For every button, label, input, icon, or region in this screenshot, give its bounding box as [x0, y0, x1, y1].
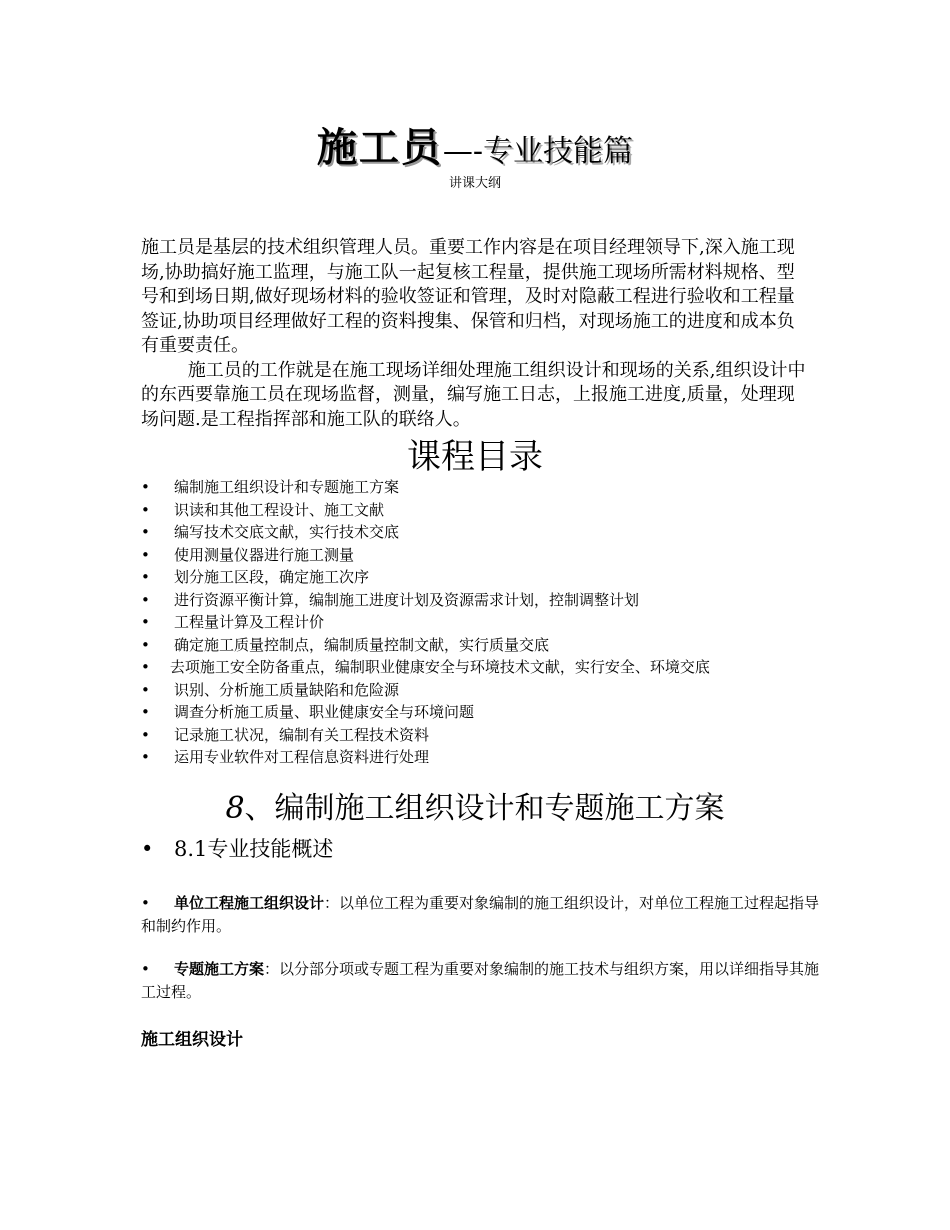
definition-text: ：以单位工程为重要对象编制的施工组织设计，对单位工程施工过程起指导和制约作用。	[141, 894, 820, 935]
toc-item: • 工程量计算及工程计价	[141, 611, 821, 634]
document-subtitle: 讲课大纲	[448, 176, 501, 191]
definition-special-plan	[141, 958, 821, 1003]
toc-item: • 识读和其他工程设计、施工文献	[141, 499, 821, 522]
toc-item: • 运用专业软件对工程信息资料进行处理	[141, 746, 821, 769]
section-title: 、编制施工组织设计和专题施工方案	[244, 791, 725, 826]
overview-text: 8.1专业技能概述	[174, 837, 334, 861]
bullet-icon: •	[141, 894, 150, 912]
title-sub: 专业技能篇	[483, 134, 634, 169]
toc-list	[141, 476, 821, 769]
intro-section	[141, 236, 811, 432]
section-overview	[141, 834, 333, 864]
toc-item: • 识别、分析施工质量缺陷和危险源	[141, 679, 821, 702]
title-main: 施工员	[316, 124, 443, 171]
bullet-icon: •	[141, 960, 150, 978]
toc-item: • 划分施工区段，确定施工次序	[141, 566, 821, 589]
bullet-icon: •	[141, 658, 150, 676]
toc-item: • 确定施工质量控制点，编制质量控制文献，实行质量交底	[141, 634, 821, 657]
definition-text: ：以分部分项或专题工程为重要对象编制的施工技术与组织方案，用以详细指导其施工过程。	[141, 960, 820, 1001]
toc-item: • 使用测量仪器进行施工测量	[141, 544, 821, 567]
toc-item: • 记录施工状况，编制有关工程技术资料	[141, 724, 821, 747]
toc-item: • 进行资源平衡计算，编制施工进度计划及资源需求计划，控制调整计划	[141, 589, 821, 612]
subsection-heading: 施工组织设计	[141, 1030, 243, 1050]
document-title	[0, 116, 950, 173]
intro-paragraph-1: 施工员是基层的技术组织管理人员。重要工作内容是在项目经理领导下,深入施工现场,协助搞好施工监理，与施工队一起复核工程量，提供施工现场所需材料规格、型号和到场日期,做好现场材料的验收签证和管理，及时对隐蔽工程进行验收和工程量签证,协助项目经理做好工程的资料搜集、保管和归档，对现场施工的进度和成本负有重要责任。	[141, 237, 795, 356]
definition-unit-project	[141, 892, 821, 937]
toc-item: • 编写技术交底文献，实行技术交底	[141, 521, 821, 544]
bullet-icon: •	[141, 837, 154, 861]
intro-paragraph-2: 施工员的工作就是在施工现场详细处理施工组织设计和现场的关系,组织设计中的东西要靠施工员在现场监督，测量，编写施工日志，上报施工进度,质量，处理现场问题.是工程指挥部和施工队的联络人。	[141, 359, 806, 430]
definition-term: 专题施工方案	[174, 960, 265, 978]
toc-item-text: 去项施工安全防备重点，编制职业健康安全与环境技术文献，实行安全、环境交底	[169, 658, 710, 676]
toc-item	[141, 656, 821, 679]
section-number: 8	[225, 791, 245, 826]
toc-item: • 调查分析施工质量、职业健康安全与环境问题	[141, 701, 821, 724]
definition-term: 单位工程施工组织设计	[174, 894, 325, 912]
section-heading	[0, 787, 950, 831]
title-separator: —-	[442, 134, 484, 169]
toc-heading: 课程目录	[407, 437, 543, 477]
toc-item: • 编制施工组织设计和专题施工方案	[141, 476, 821, 499]
